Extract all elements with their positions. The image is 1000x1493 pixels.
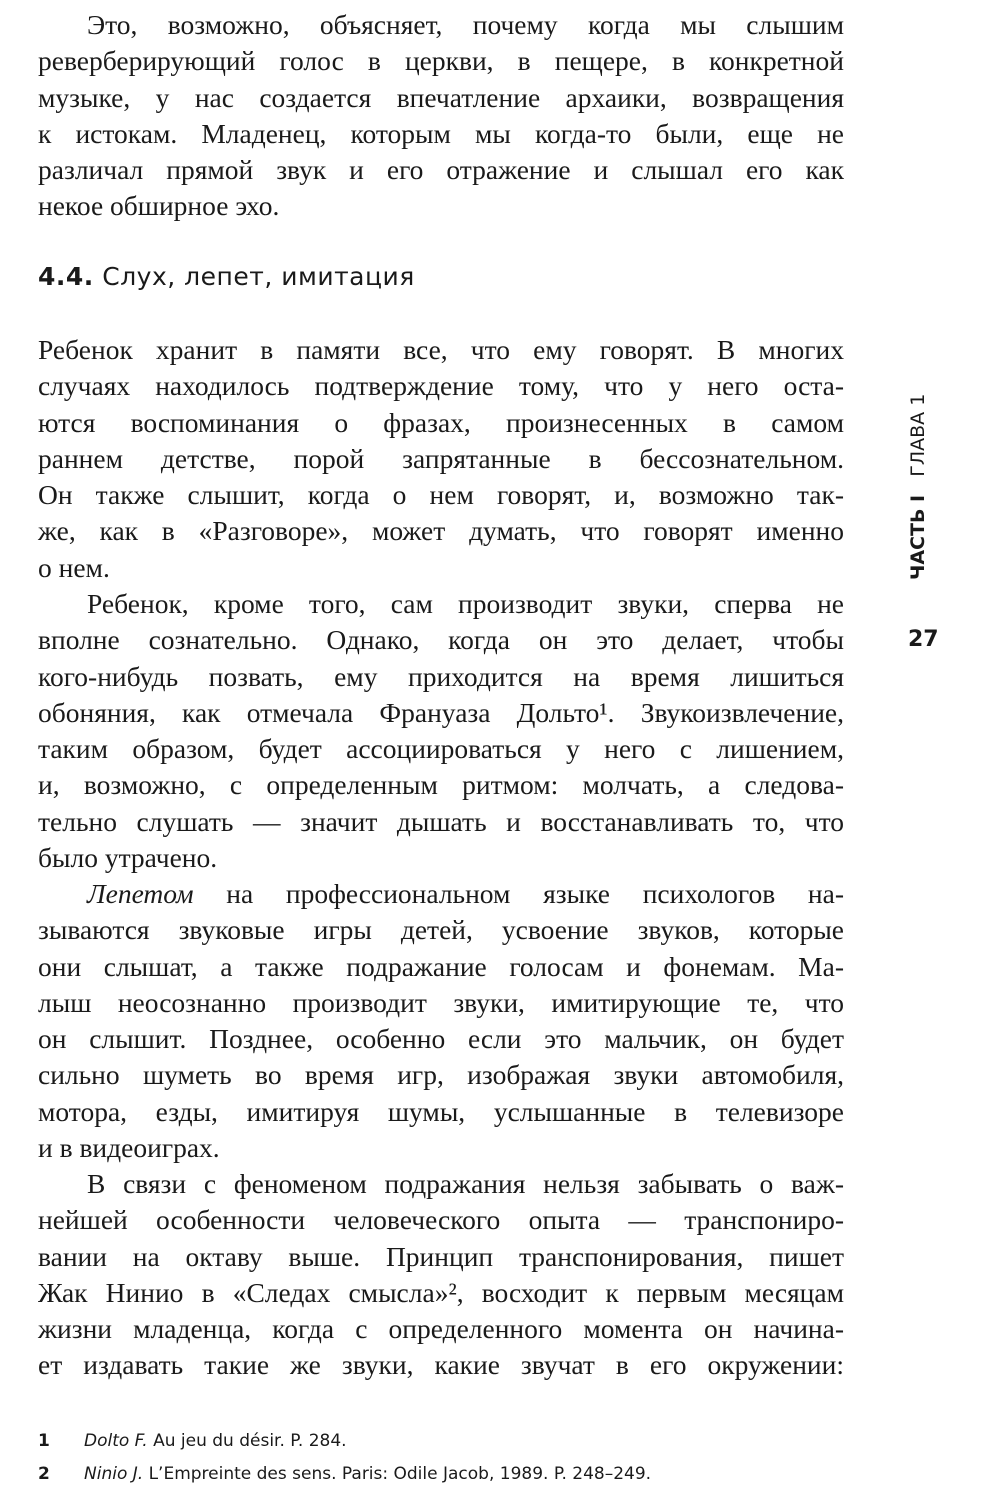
part-label: ЧАСТЬ I	[907, 494, 929, 580]
text-line: и в видеоиграх.	[38, 1132, 220, 1164]
footnote-text: L’Empreinte des sens. Paris: Odile Jacob, 1989. P. 248–249.	[143, 1464, 652, 1484]
italic-term: Лепетом	[87, 878, 194, 909]
footnote-number: 1	[38, 1431, 50, 1451]
text-line: о нем.	[38, 551, 110, 583]
chapter-label: ГЛАВА 1	[907, 393, 929, 477]
text-line: Он также слышит, когда о нем говорят, и, возможно так-	[38, 479, 844, 511]
text-line: Ребенок хранит в памяти все, что ему говорят. В многих	[38, 334, 844, 365]
section-title: Слух, лепет, имитация	[102, 262, 415, 291]
text-line: реверберирующий голос в церкви, в пещере, в конкретной	[38, 45, 844, 77]
paragraph	[38, 332, 844, 586]
text-line: раннем детстве, порой запрятанные в бессознательном.	[38, 442, 844, 474]
text-line: музыке, у нас создается впечатление архаики, возвращения	[38, 81, 844, 113]
text-line: случаях находилось подтверждение тому, что у него оста-	[38, 370, 844, 402]
footnote	[38, 1431, 347, 1451]
text-line: ет издавать такие же звуки, какие звучат в его окружении:	[38, 1349, 844, 1381]
text-line: мотора, езды, имитируя шумы, услышанные в телевизоре	[38, 1095, 844, 1127]
text-line: к истокам. Младенец, которым мы когда-то были, еще не	[38, 117, 844, 149]
footnote-text: Au jeu du désir. P. 284.	[147, 1431, 347, 1451]
footnote-author: Ninio J.	[84, 1464, 144, 1484]
text-line: вании на октаву выше. Принцип транспонирования, пишет	[38, 1240, 844, 1272]
text-line: он слышит. Позднее, особенно если это мальчик, он будет	[38, 1023, 844, 1055]
text-line: они слышат, а также подражание голосам и фонемам. Ма-	[38, 950, 844, 982]
text-span: на профессиональном языке психологов на-	[193, 878, 844, 909]
text-line: различал прямой звук и его отражение и слышал его как	[38, 154, 844, 186]
text-line: же, как в «Разговоре», может думать, что говорят именно	[38, 515, 844, 547]
footnote-author: Dolto F.	[84, 1431, 148, 1451]
text-line: некое обширное эхо.	[38, 190, 280, 222]
text-line: лыш неосознанно производит звуки, имитирующие те, что	[38, 986, 844, 1018]
text-line: тельно слушать — значит дышать и восстанавливать то, что	[38, 805, 844, 837]
text-line: жизни младенца, когда с определенного момента он начина-	[38, 1313, 844, 1345]
section-number: 4.4.	[38, 262, 94, 291]
text-line: зываются звуковые игры детей, усвоение звуков, которые	[38, 914, 844, 946]
section-heading	[38, 262, 415, 291]
text-line: Ребенок, кроме того, сам производит звуки, сперва не	[87, 588, 844, 619]
text-line: ются воспоминания о фразах, произнесенных в самом	[38, 406, 844, 438]
text-line: таким образом, будет ассоциироваться у него с лишением,	[38, 733, 844, 765]
footnote	[38, 1464, 651, 1484]
paragraph	[38, 1166, 844, 1384]
footnote-number: 2	[38, 1464, 50, 1484]
paragraph	[38, 586, 844, 876]
text-line: Жак Нинио в «Следах смысла»², восходит к первым месяцам	[38, 1276, 844, 1308]
text-line: обоняния, как отмечала Франуаза Дольто¹. Звукоизвлечение,	[38, 696, 844, 728]
paragraph	[38, 876, 844, 1166]
text-line: вполне сознательно. Однако, когда он это делает, чтобы	[38, 624, 844, 656]
text-line: нейшей особенности человеческого опыта — транспониро-	[38, 1204, 844, 1236]
text-line: В связи с феноменом подражания нельзя забывать о важ-	[87, 1168, 844, 1199]
text-line: было утрачено.	[38, 842, 218, 874]
page-number: 27	[908, 627, 939, 652]
text-line: и, возможно, с определенным ритмом: молчать, а следова-	[38, 769, 844, 801]
text-line: кого-нибудь позвать, ему приходится на время лишиться	[38, 660, 844, 692]
paragraph	[38, 7, 844, 225]
running-head	[907, 394, 929, 580]
text-line: Это, возможно, объясняет, почему когда мы слышим	[87, 9, 844, 40]
text-line	[38, 876, 844, 912]
text-line: сильно шуметь во время игр, изображая звуки автомобиля,	[38, 1059, 844, 1091]
